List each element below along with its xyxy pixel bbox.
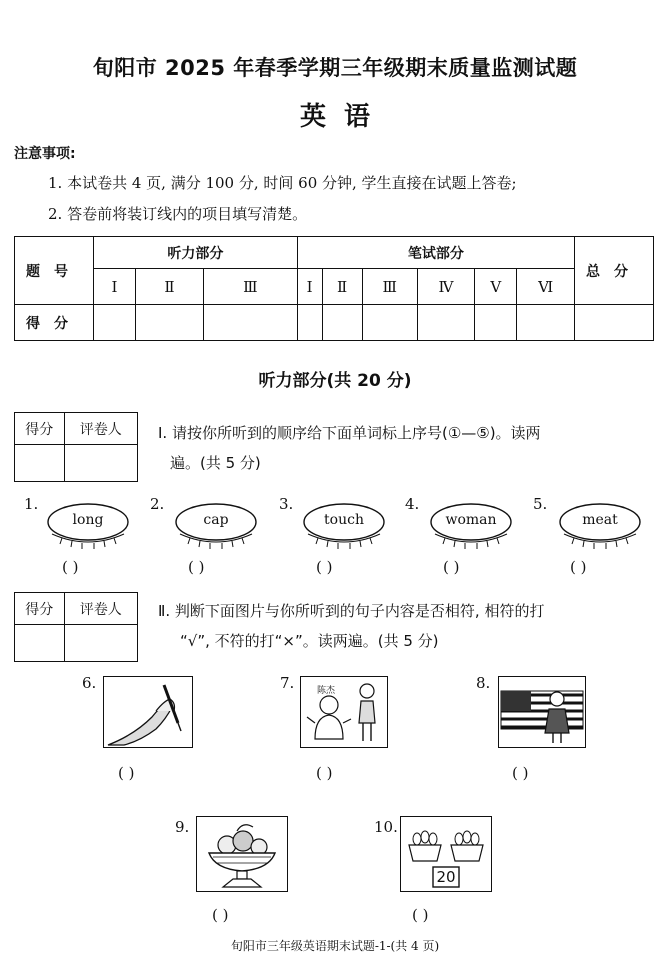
score-cell[interactable] (362, 305, 417, 341)
listening-header: 听力部分 (94, 237, 298, 269)
writing-part-6: Ⅵ (517, 269, 575, 305)
answer-blank[interactable]: ( ) (212, 906, 229, 924)
part1-instruction-line2: 遍。(共 5 分) (170, 454, 261, 472)
word-bubble (44, 498, 132, 550)
picture-7 (300, 676, 388, 748)
word-text: long (72, 512, 104, 528)
grader-score-cell[interactable] (15, 445, 65, 482)
score-cell[interactable] (94, 305, 136, 341)
total-score-cell[interactable] (575, 305, 654, 341)
score-label: 得分 (15, 305, 94, 341)
girl-and-woman-icon (301, 677, 387, 747)
score-cell[interactable] (297, 305, 322, 341)
score-cell[interactable] (417, 305, 474, 341)
writing-header: 笔试部分 (297, 237, 574, 269)
listening-part-3: Ⅲ (203, 269, 297, 305)
word-bubble (300, 498, 388, 550)
grader-name-label: 评卷人 (64, 593, 137, 625)
writing-part-5: Ⅴ (475, 269, 517, 305)
grader-box-2 (14, 592, 138, 662)
part2-instruction-line2: “√”, 不符的打“×”。读两遍。(共 5 分) (180, 632, 439, 650)
section-title: 听力部分(共 20 分) (258, 371, 412, 391)
subject-title: 英语 (299, 102, 388, 132)
grader-box-1 (14, 412, 138, 482)
word-bubble (556, 498, 644, 550)
answer-blank[interactable]: ( ) (118, 764, 135, 782)
picture-8 (498, 676, 586, 748)
part2-instruction-line1: Ⅱ. 判断下面图片与你所听到的句子内容是否相符, 相符的打 (158, 602, 545, 620)
answer-blank[interactable]: ( ) (412, 906, 429, 924)
answer-blank[interactable]: ( ) (62, 558, 79, 576)
part1-instruction-line1: Ⅰ. 请按你所听到的顺序给下面单词标上序号(①—⑤)。读两 (158, 424, 541, 442)
score-cell[interactable] (322, 305, 362, 341)
word-text: meat (582, 512, 618, 528)
item-number: 4. (405, 495, 420, 513)
exam-title: 旬阳市 2025 年春季学期三年级期末质量监测试题 (92, 56, 578, 80)
grader-name-cell[interactable] (64, 625, 137, 662)
answer-blank[interactable]: ( ) (316, 764, 333, 782)
writing-part-2: Ⅱ (322, 269, 362, 305)
writing-part-3: Ⅲ (362, 269, 417, 305)
item-number: 2. (150, 495, 165, 513)
usa-flag-girl-icon (499, 677, 585, 747)
grader-score-label: 得分 (15, 593, 65, 625)
answer-blank[interactable]: ( ) (512, 764, 529, 782)
score-cell[interactable] (136, 305, 204, 341)
item-number: 8. (476, 674, 491, 692)
fruit-bowl-icon (197, 817, 287, 891)
word-text: touch (324, 512, 364, 528)
item-number: 6. (82, 674, 97, 692)
item-number: 3. (279, 495, 294, 513)
item-number: 9. (175, 818, 190, 836)
picture-9 (196, 816, 288, 892)
answer-blank[interactable]: ( ) (443, 558, 460, 576)
grader-score-cell[interactable] (15, 625, 65, 662)
picture-caption: 陈杰 (317, 686, 336, 696)
answer-blank[interactable]: ( ) (188, 558, 205, 576)
word-bubble (172, 498, 260, 550)
picture-10 (400, 816, 492, 892)
score-cell[interactable] (475, 305, 517, 341)
writing-part-1: Ⅰ (297, 269, 322, 305)
picture-caption: 20 (436, 868, 456, 886)
word-text: cap (203, 512, 229, 528)
writing-part-4: Ⅳ (417, 269, 474, 305)
word-bubble (427, 498, 515, 550)
page-footer: 旬阳市三年级英语期末试题-1-(共 4 页) (230, 939, 440, 953)
hand-writing-with-pen-icon (104, 677, 192, 747)
note-item-1: 1. 本试卷共 4 页, 满分 100 分, 时间 60 分钟, 学生直接在试题上答卷; (48, 174, 517, 192)
listening-part-1: Ⅰ (94, 269, 136, 305)
picture-6 (103, 676, 193, 748)
answer-blank[interactable]: ( ) (570, 558, 587, 576)
item-number: 10. (374, 818, 398, 836)
grader-score-label: 得分 (15, 413, 65, 445)
item-number: 5. (533, 495, 548, 513)
word-text: woman (445, 512, 497, 528)
question-number-label: 题号 (15, 237, 94, 305)
grader-name-cell[interactable] (64, 445, 137, 482)
grader-name-label: 评卷人 (64, 413, 137, 445)
item-number: 7. (280, 674, 295, 692)
score-cell[interactable] (203, 305, 297, 341)
listening-part-2: Ⅱ (136, 269, 204, 305)
note-item-2: 2. 答卷前将装订线内的项目填写清楚。 (48, 205, 308, 223)
score-table (14, 236, 654, 341)
answer-blank[interactable]: ( ) (316, 558, 333, 576)
score-cell[interactable] (517, 305, 575, 341)
item-number: 1. (24, 495, 39, 513)
notes-heading: 注意事项: (14, 146, 76, 162)
total-label: 总分 (575, 237, 654, 305)
